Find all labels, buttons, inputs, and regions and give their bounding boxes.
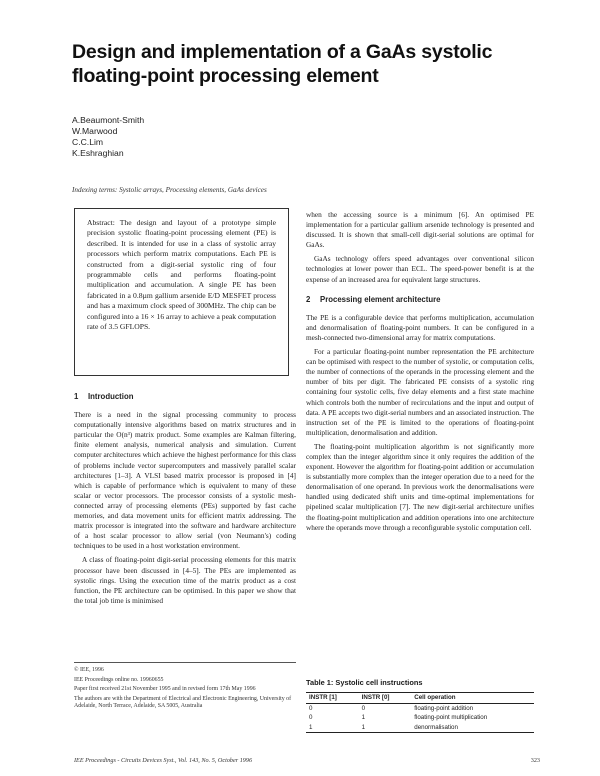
section-heading-architecture <box>306 295 534 305</box>
received-date: Paper first received 21st November 1995 and in revised form 17th May 1996 <box>74 686 256 693</box>
table-cell: floating-point multiplication <box>414 714 488 722</box>
table-cell: 0 <box>309 704 313 712</box>
table-cell: denormalisation <box>414 724 458 732</box>
table-cell: 1 <box>361 724 366 732</box>
title-line-1: Design and implementation of a GaAs systolic <box>72 41 493 63</box>
table-row <box>306 703 534 713</box>
title-line-2: floating-point processing element <box>72 65 379 87</box>
table-header: Cell operation <box>414 694 456 702</box>
table-header: INSTR [1] <box>309 694 337 702</box>
table-cell: 1 <box>361 714 366 722</box>
paper-title <box>72 40 542 88</box>
paragraph: when the accessing source is a minimum [6]. An optimised PE implementation for a particular gallium arsenide technology is presented and discussed. It is shown that small-cell digit-serial solutions are optimal for GaAs. <box>306 210 534 250</box>
paragraph: The floating-point multiplication algorithm is not significantly more complex than the integer algorithm since it only requires the addition of the exponent. However the algorithm for floating-point addition or accumulation is substantially more complex than the integer operation due to a need for the denormalisation of one operand. In previous work the denormalisations were handled using dedicated shift units and time-optimal implementations for pipelined scalar multiplication [7]. The new digit-serial architecture unifies the floating-point multiplication and addition operations into one architecture where the operands move through a reconfigurable systolic computation cell. <box>306 441 534 532</box>
indexing-terms: Indexing terms: Systolic arrays, Processing elements, GaAs devices <box>72 186 267 194</box>
paragraph: There is a need in the signal processing community to process computationally intensive algorithms based on matrix structures and in particular the O(n³) matrix product. Some examples are Kalman filtering, finite element analysis, numerical analysis and simulation. Current computer architectures which achieve the highest performance for this class of problems include vector supercomputers and massively parallel scalar architectures [1–3]. A VLSI based matrix processor is proposed in [4] which is capable of performance which is equivalent to many of these scalar or vector processors. The processor consists of a systolic mesh-connected array of processing elements (PEs) supported by fast cache memories, and data movement units for efficient matrix addressing. The matrix processor is integrated into the software and hardware architecture of a host scalar processor to allow serial (von Neumann's) coding techniques to be used in a host workstation environment. <box>74 410 296 551</box>
table-header: INSTR [0] <box>361 694 390 702</box>
section-number: 2 <box>306 294 311 304</box>
table-row <box>306 723 534 733</box>
author: C.C.Lim <box>72 137 104 147</box>
table-cell: 0 <box>309 714 313 722</box>
right-column <box>306 210 534 537</box>
abstract-text: Abstract: The design and layout of a prototype simple precision systolic floating-point processing element (PE) is described. It is intended for use in a class of systolic array processors which perform matrix computations. Each PE is constructed from a digit-serial systolic ring of four programmable cells and performs floating-point multiplication and accumulation. A single PE has been fabricated in a 0.8µm gallium arsenide E/D MESFET process and has a maximum clock speed of 300MHz. The chip can be configured into a 16 × 16 array to achieve a peak computation rate of 3.5 GFLOPS. <box>87 218 276 332</box>
footnote <box>74 662 296 713</box>
section-title: Introduction <box>88 392 134 401</box>
paragraph: For a particular floating-point number representation the PE architecture can be optimised with respect to the number of systolic, or computation cells, the number of connections of the operands in the processing element and the number of bits per digit. The fabricated PE consists of a systolic ring containing four systolic cells, five delay elements and a first state machine which controls both the number of recirculations and the input and output of data. A PE accepts two digit-serial numbers and an associated instruction. The instruction set of the PE is limited to the operations of floating-point multiplication, denormalisation and addition. <box>306 347 534 437</box>
author: W.Marwood <box>72 126 118 136</box>
author-affiliation: The authors are with the Department of Electrical and Electronic Engineering, University of Adelaide, North Terrace, Adelaide, SA 5005, Australia <box>74 695 292 710</box>
copyright-line: IEE Proceedings online no. 19960655 <box>74 676 164 683</box>
table-row <box>306 713 534 723</box>
table-cell: 1 <box>309 724 313 732</box>
author: K.Eshraghian <box>72 148 124 158</box>
systolic-cell-instructions-table <box>306 692 534 733</box>
author-list <box>72 115 144 159</box>
page-footer <box>74 757 540 764</box>
table-header-row <box>306 693 534 704</box>
page-number: 323 <box>530 757 540 764</box>
author: A.Beaumont-Smith <box>72 115 145 125</box>
section-number: 1 <box>74 392 79 401</box>
table-title: Table 1: Systolic cell instructions <box>306 678 423 687</box>
abstract-box <box>74 208 289 376</box>
paragraph: A class of floating-point digit-serial processing elements for this matrix processor have been discussed in [4–5]. The PEs are implemented as systolic rings. Using the execution time of the matrix product as a cost function, the PE architecture can be optimised. In this paper we show that the total job time is minimised <box>74 555 296 605</box>
copyright-line: © IEE, 1996 <box>74 667 104 673</box>
journal-citation: IEE Proceedings - Circuits Devices Syst., Vol. 143, No. 5, October 1996 <box>74 757 253 764</box>
paragraph: The PE is a configurable device that performs multiplication, accumulation and denormalisation of floating-point numbers. It can be configured in a mesh-connected two-dimensional array for matrix computations. <box>306 312 534 342</box>
section-title: Processing element architecture <box>320 294 441 304</box>
section-heading-introduction <box>74 392 296 402</box>
table-cell: floating-point addition <box>414 704 474 712</box>
left-column <box>74 392 296 610</box>
table-cell: 0 <box>361 704 366 712</box>
paragraph: GaAs technology offers speed advantages over conventional silicon technologies at lower power than ECL. The speed-power benefit is at the expense of an increased area for equivalent large structures. <box>306 254 534 284</box>
